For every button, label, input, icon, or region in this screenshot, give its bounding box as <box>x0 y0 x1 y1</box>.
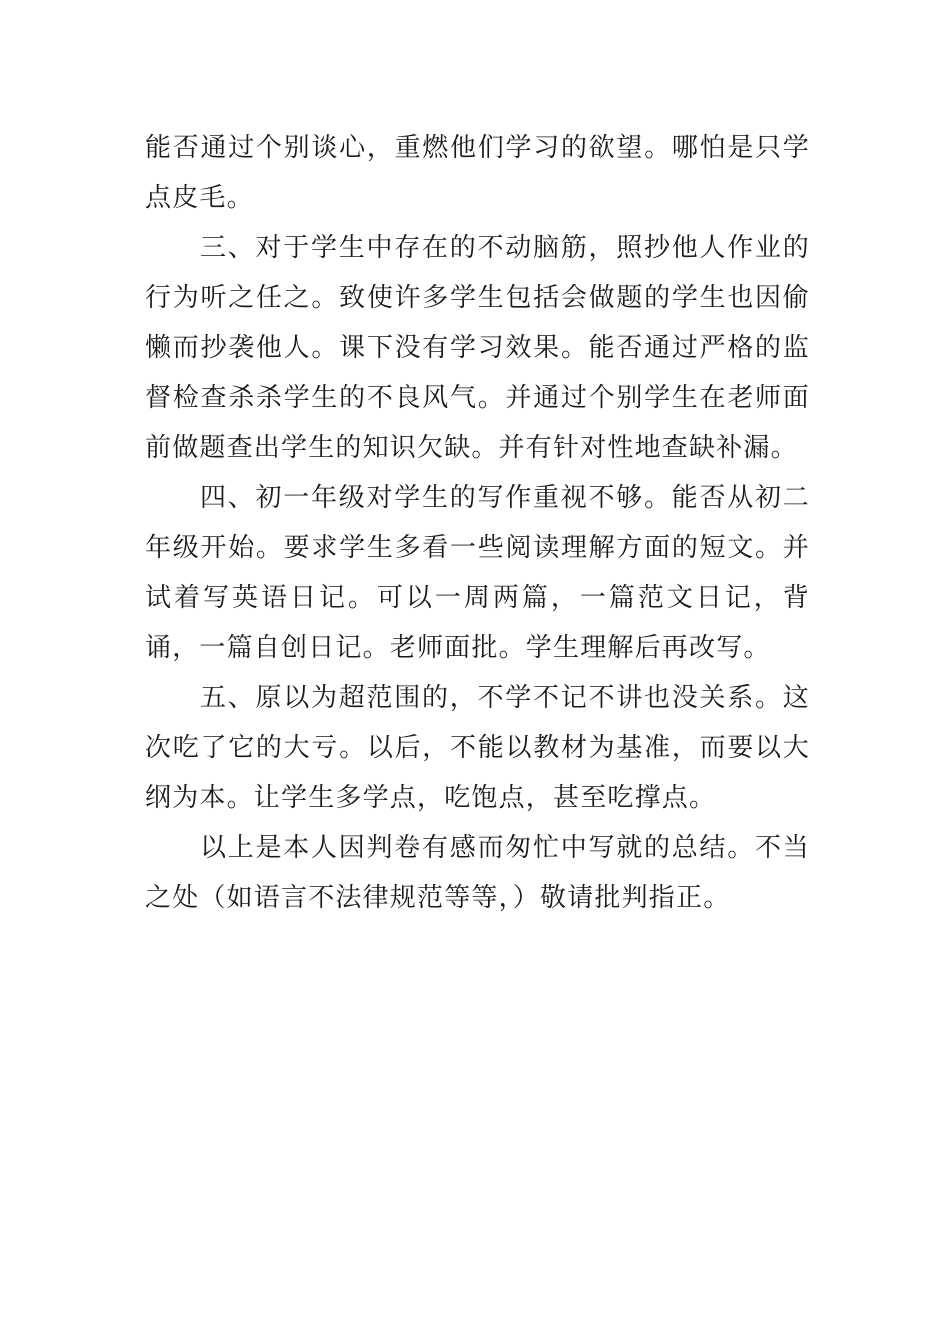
paragraph-point-three: 三、对于学生中存在的不动脑筋，照抄他人作业的行为听之任之。致使许多学生包括会做题的学生也因偷懒而抄袭他人。课下没有学习效果。能否通过严格的监督检查杀杀学生的不良风气。并通过个别学生在老师面前做题查出学生的知识欠缺。并有针对性地查缺补漏。 <box>145 233 810 463</box>
paragraph-conclusion: 以上是本人因判卷有感而匆忙中写就的总结。不当之处（如语言不法律规范等等，）敬请批判指正。 <box>145 833 810 913</box>
paragraph-point-four: 四、初一年级对学生的写作重视不够。能否从初二年级开始。要求学生多看一些阅读理解方面的短文。并试着写英语日记。可以一周两篇，一篇范文日记，背诵，一篇自创日记。老师面批。学生理解后再改写。 <box>145 483 810 663</box>
paragraph-continuation: 能否通过个别谈心，重燃他们学习的欲望。哪怕是只学点皮毛。 <box>145 133 810 213</box>
document-body <box>145 123 810 923</box>
paragraph-point-five: 五、原以为超范围的，不学不记不讲也没关系。这次吃了它的大亏。以后，不能以教材为基准，而要以大纲为本。让学生多学点，吃饱点，甚至吃撑点。 <box>145 683 810 813</box>
